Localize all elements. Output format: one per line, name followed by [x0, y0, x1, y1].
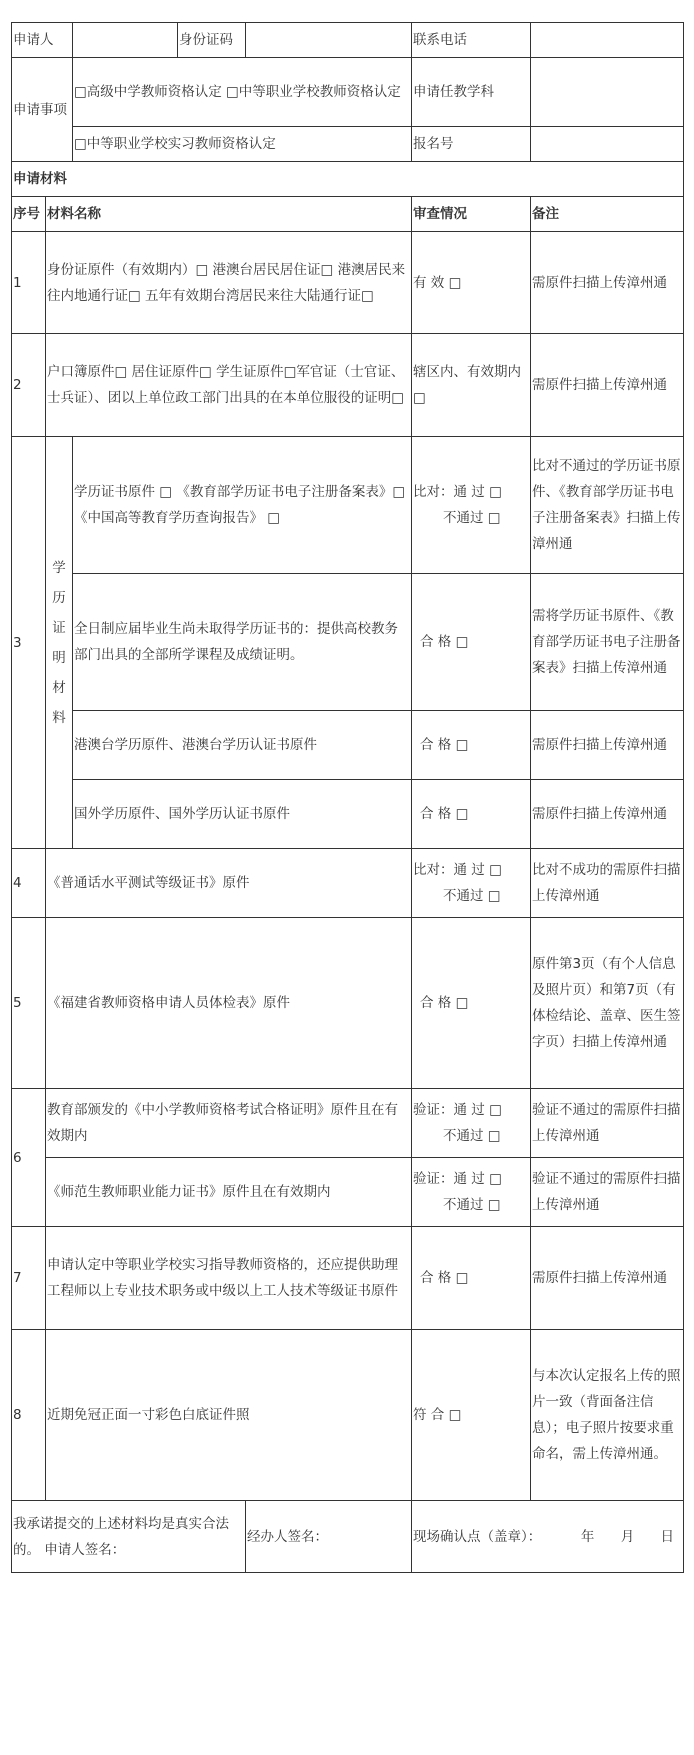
apply-items-row — [12, 58, 684, 127]
row-number: 1 — [12, 232, 46, 334]
table-row — [12, 334, 684, 437]
education-group-label — [46, 437, 73, 849]
subject-value[interactable] — [531, 58, 684, 127]
table-row — [12, 1158, 684, 1227]
phone-label: 联系电话 — [412, 23, 531, 58]
remark: 比对不通过的学历证书原件、《教育部学历证书电子注册备案表》扫描上传漳州通 — [531, 437, 684, 574]
review-line-pass[interactable]: 验证：通 过 □ — [413, 1171, 502, 1187]
table-row — [12, 849, 684, 918]
registration-number-value[interactable] — [531, 127, 684, 162]
row-number: 5 — [12, 918, 46, 1089]
row-number: 6 — [12, 1089, 46, 1227]
remark: 需原件扫描上传漳州通 — [531, 711, 684, 780]
row-number: 2 — [12, 334, 46, 437]
table-row — [12, 1089, 684, 1158]
column-remarks: 备注 — [531, 197, 684, 232]
confirm-point-cell[interactable] — [412, 1501, 684, 1573]
column-review-status: 审查情况 — [412, 197, 531, 232]
review-line-pass[interactable]: 比对：通 过 □ — [413, 862, 502, 878]
table-row — [12, 780, 684, 849]
table-row — [12, 1227, 684, 1330]
applicant-label: 申请人 — [12, 23, 73, 58]
row-number: 4 — [12, 849, 46, 918]
review-line-fail[interactable]: 不通过 □ — [443, 510, 501, 526]
remark: 原件第3页（有个人信息及照片页）和第7页（有体检结论、盖章、医生签字页）扫描上传漳州通 — [531, 918, 684, 1089]
review-line-pass[interactable]: 验证：通 过 □ — [413, 1102, 502, 1118]
review-status[interactable]: 合 格 □ — [412, 780, 531, 849]
materials-section-row — [12, 162, 684, 197]
material-name: 《普通话水平测试等级证书》原件 — [46, 849, 412, 918]
table-row — [12, 437, 684, 574]
review-status[interactable]: 辖区内、有效期内□ — [412, 334, 531, 437]
applicant-pledge-signature[interactable]: 我承诺提交的上述材料均是真实合法的。 申请人签名： — [12, 1501, 246, 1573]
review-status[interactable]: 有 效 □ — [412, 232, 531, 334]
column-material-name: 材料名称 — [46, 197, 412, 232]
material-name: 申请认定中等职业学校实习指导教师资格的，还应提供助理工程师以上专业技术职务或中级以上工人技术等级证书原件 — [46, 1227, 412, 1330]
education-group-label-text: 学历证明材料 — [52, 559, 66, 726]
table-row — [12, 918, 684, 1089]
review-line-fail[interactable]: 不通过 □ — [443, 1128, 501, 1144]
material-name: 《福建省教师资格申请人员体检表》原件 — [46, 918, 412, 1089]
id-number-label: 身份证码 — [178, 23, 246, 58]
remark: 需将学历证书原件、《教育部学历证书电子注册备案表》扫描上传漳州通 — [531, 574, 684, 711]
applicant-value[interactable] — [73, 23, 178, 58]
review-line-fail[interactable]: 不通过 □ — [443, 888, 501, 904]
review-line-pass[interactable]: 比对：通 过 □ — [413, 484, 502, 500]
review-status[interactable]: 合 格 □ — [412, 918, 531, 1089]
remark: 验证不通过的需原件扫描上传漳州通 — [531, 1089, 684, 1158]
remark: 需原件扫描上传漳州通 — [531, 780, 684, 849]
registration-number-label: 报名号 — [412, 127, 531, 162]
review-status[interactable] — [412, 849, 531, 918]
apply-item-senior-middle-school[interactable]: □高级中学教师资格认定 □中等职业学校教师资格认定 — [73, 58, 412, 127]
review-status[interactable] — [412, 1089, 531, 1158]
remark: 比对不成功的需原件扫描上传漳州通 — [531, 849, 684, 918]
subject-label: 申请任教学科 — [412, 58, 531, 127]
review-status[interactable]: 合 格 □ — [412, 574, 531, 711]
apply-item-vocational-intern[interactable]: □中等职业学校实习教师资格认定 — [73, 127, 412, 162]
apply-items-row-2 — [12, 127, 684, 162]
remark: 需原件扫描上传漳州通 — [531, 1227, 684, 1330]
signature-row — [12, 1501, 684, 1573]
column-header-row — [12, 197, 684, 232]
review-status[interactable]: 合 格 □ — [412, 1227, 531, 1330]
table-row — [12, 232, 684, 334]
material-name: 港澳台学历原件、港澳台学历认证书原件 — [73, 711, 412, 780]
remark: 验证不通过的需原件扫描上传漳州通 — [531, 1158, 684, 1227]
column-number: 序号 — [12, 197, 46, 232]
material-name: 《师范生教师职业能力证书》原件且在有效期内 — [46, 1158, 412, 1227]
material-name: 近期免冠正面一寸彩色白底证件照 — [46, 1330, 412, 1501]
row-number: 8 — [12, 1330, 46, 1501]
teacher-qualification-form — [11, 22, 684, 1573]
row-number: 7 — [12, 1227, 46, 1330]
material-name: 国外学历原件、国外学历认证书原件 — [73, 780, 412, 849]
review-status[interactable] — [412, 1158, 531, 1227]
material-name: 身份证原件（有效期内）□ 港澳台居民居住证□ 港澳居民来往内地通行证□ 五年有效期台湾居民来往大陆通行证□ — [46, 232, 412, 334]
phone-value[interactable] — [531, 23, 684, 58]
date-fields[interactable]: 年 月 日 — [580, 1528, 674, 1545]
apply-items-label: 申请事项 — [12, 58, 73, 162]
table-row — [12, 1330, 684, 1501]
header-row — [12, 23, 684, 58]
remark: 与本次认定报名上传的照片一致（背面备注信息）；电子照片按要求重命名，需上传漳州通。 — [531, 1330, 684, 1501]
remark: 需原件扫描上传漳州通 — [531, 334, 684, 437]
handler-signature[interactable]: 经办人签名： — [246, 1501, 412, 1573]
material-name: 教育部颁发的《中小学教师资格考试合格证明》原件且在有效期内 — [46, 1089, 412, 1158]
review-status[interactable]: 符 合 □ — [412, 1330, 531, 1501]
review-status[interactable] — [412, 437, 531, 574]
table-row — [12, 711, 684, 780]
table-row — [12, 574, 684, 711]
material-name: 户口簿原件□ 居住证原件□ 学生证原件□军官证（士官证、士兵证）、团以上单位政工部门出具的在本单位服役的证明□ — [46, 334, 412, 437]
remark: 需原件扫描上传漳州通 — [531, 232, 684, 334]
material-name: 学历证书原件 □ 《教育部学历证书电子注册备案表》□《中国高等教育学历查询报告》 □ — [73, 437, 412, 574]
row-number: 3 — [12, 437, 46, 849]
review-status[interactable]: 合 格 □ — [412, 711, 531, 780]
material-name: 全日制应届毕业生尚未取得学历证书的：提供高校教务部门出具的全部所学课程及成绩证明。 — [73, 574, 412, 711]
id-number-value[interactable] — [246, 23, 412, 58]
materials-section-title: 申请材料 — [12, 162, 684, 197]
confirm-point-label: 现场确认点（盖章）： — [413, 1528, 542, 1545]
review-line-fail[interactable]: 不通过 □ — [443, 1197, 501, 1213]
